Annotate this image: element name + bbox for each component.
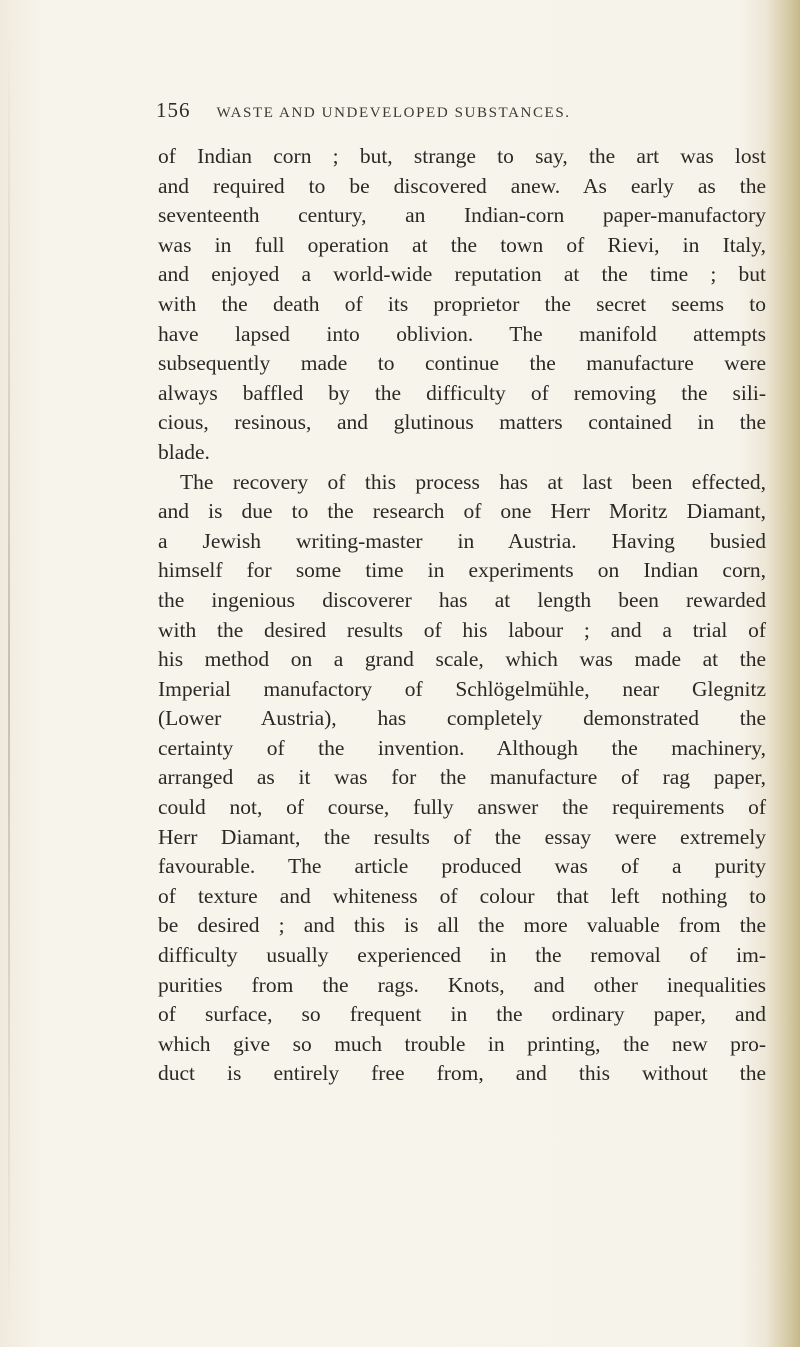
running-head: WASTE AND UNDEVELOPED SUBSTANCES. [216,105,571,121]
text-line: the ingenious discoverer has at length been rewarded [158,587,766,612]
text-line: seventeenth century, an Indian-corn paper-manufactory [158,203,766,228]
text-line: favourable. The article produced was of a purity [158,854,766,879]
text-line: Herr Diamant, the results of the essay were extremely [158,824,766,849]
text-line: subsequently made to continue the manufacture were [158,351,766,376]
text-line: arranged as it was for the manufacture of rag paper, [158,765,766,790]
text-line: cious, resinous, and glutinous matters contained in the [158,410,766,435]
text-line: and is due to the research of one Herr Moritz Diamant, [158,499,766,524]
text-line-paragraph-end: blade. [158,439,210,464]
text-line: have lapsed into oblivion. The manifold attempts [158,321,766,346]
text-line: a Jewish writing-master in Austria. Having busied [158,528,766,553]
text-line: was in full operation at the town of Rievi, in Italy, [158,232,766,257]
text-line: his method on a grand scale, which was made at the [158,647,766,672]
text-line: always baffled by the difficulty of removing the sili- [158,380,766,405]
text-line: and enjoyed a world-wide reputation at the time ; but [158,262,766,287]
text-line: (Lower Austria), has completely demonstrated the [158,706,766,731]
text-line: himself for some time in experiments on Indian corn, [158,558,766,583]
text-line: duct is entirely free from, and this without the [158,1061,766,1086]
text-line: Imperial manufactory of Schlögelmühle, near Glegnitz [158,676,766,701]
page-number: 156 [156,98,191,122]
page-edge-shadow [8,30,10,1330]
text-line: be desired ; and this is all the more valuable from the [158,913,766,938]
text-line: purities from the rags. Knots, and other inequalities [158,972,766,997]
text-line: with the desired results of his labour ; and a trial of [158,617,766,642]
text-line: which give so much trouble in printing, the new pro- [158,1031,766,1056]
text-line: of surface, so frequent in the ordinary paper, and [158,1002,766,1027]
page-header [156,98,716,132]
text-line: of texture and whiteness of colour that left nothing to [158,883,766,908]
text-line: could not, of course, fully answer the requirements of [158,795,766,820]
text-line-paragraph-start: The recovery of this process has at last been effected, [180,469,766,494]
text-line: and required to be discovered anew. As early as the [158,173,766,198]
text-line: certainty of the invention. Although the machinery, [158,735,766,760]
body-text [158,142,766,1089]
page-edge-stain [766,0,800,1347]
text-line: with the death of its proprietor the secret seems to [158,291,766,316]
text-line: difficulty usually experienced in the removal of im- [158,943,766,968]
text-line: of Indian corn ; but, strange to say, the art was lost [158,144,766,168]
